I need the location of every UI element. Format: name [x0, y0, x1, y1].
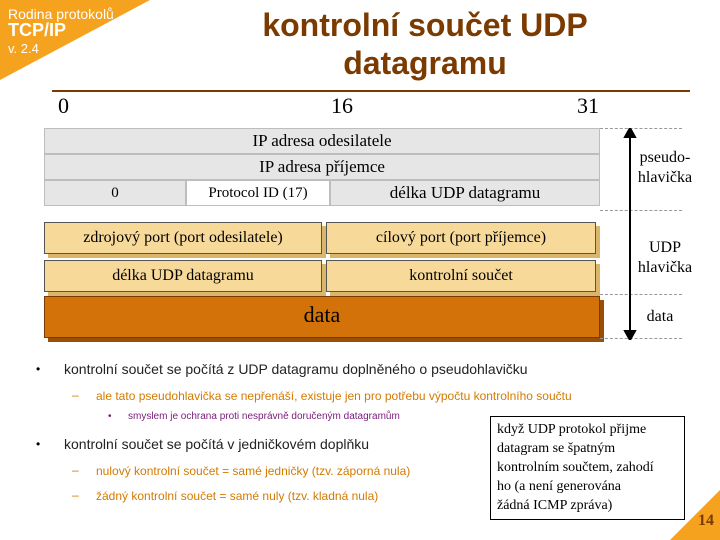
data-label: data — [646, 308, 674, 325]
title-line-1: kontrolní součet UDP — [262, 7, 588, 43]
udp-header-label — [625, 238, 705, 278]
bit-marker-31: 31 — [577, 93, 599, 118]
guide-line — [600, 210, 682, 211]
subsub-dot: • — [108, 411, 112, 422]
pseudo-protocol-field: Protocol ID (17) — [186, 180, 330, 206]
version-label: v. 2.4 — [8, 41, 39, 56]
guide-line — [600, 294, 682, 295]
sub-dash: – — [72, 488, 79, 502]
title-line-2: datagramu — [343, 45, 507, 81]
bullet-1-sub: ale tato pseudohlavička se nepřenáší, existuje jen pro potřebu výpočtu kontrolního součtu — [96, 389, 572, 403]
pseudo-zero-field: 0 — [44, 180, 186, 206]
checksum-field: kontrolní součet — [326, 260, 596, 292]
series-title: Rodina protokolů — [8, 6, 114, 22]
arrow-up-icon — [625, 128, 635, 137]
note-line: ho (a není generována — [497, 479, 621, 494]
series-name: TCP/IP — [8, 20, 67, 40]
bullet-1-text: kontrolní součet se počítá z UDP datagramu doplněného o pseudohlavičku — [64, 361, 528, 377]
bullet-dot: • — [36, 362, 41, 376]
udp-length-field: délka UDP datagramu — [44, 260, 322, 292]
guide-line — [600, 128, 682, 129]
note-line: kontrolním součtem, zahodí — [497, 460, 654, 475]
pseudo-source-ip-field: IP adresa odesilatele — [44, 128, 600, 154]
pseudo-length-field: délka UDP datagramu — [330, 180, 600, 206]
pseudo-label-line-2: hlavička — [637, 169, 693, 186]
bullet-2-sub-1: nulový kontrolní součet = samé jedničky (tzv. záporná nula) — [96, 464, 411, 478]
bullet-dot: • — [36, 437, 41, 451]
bit-marker-16: 16 — [331, 93, 353, 118]
udp-label-line-2: hlavička — [637, 259, 693, 276]
data-field: data — [44, 296, 600, 338]
note-line: žádná ICMP zpráva) — [497, 498, 613, 513]
bullet-2-text: kontrolní součet se počítá v jedničkovém doplňku — [64, 436, 370, 452]
note-line: datagram se špatným — [497, 441, 616, 456]
sub-dash: – — [72, 388, 79, 402]
bullet-1-subsub: smyslem je ochrana proti nesprávně doručeným datagramům — [128, 411, 400, 422]
bit-marker-0: 0 — [58, 93, 69, 118]
title-divider — [52, 90, 690, 92]
slide-title — [200, 6, 650, 82]
note-box — [490, 416, 685, 520]
arrow-down-icon — [625, 331, 635, 340]
pseudo-header-label — [625, 148, 705, 188]
pseudo-label-line-1: pseudo- — [639, 149, 691, 166]
page-number: 14 — [698, 512, 714, 529]
bullet-2-sub-2: žádný kontrolní součet = samé nuly (tzv. kladná nula) — [96, 489, 379, 503]
source-port-field: zdrojový port (port odesilatele) — [44, 222, 322, 254]
udp-label-line-1: UDP — [648, 239, 681, 256]
guide-line — [600, 338, 682, 339]
sub-dash: – — [72, 463, 79, 477]
pseudo-dest-ip-field: IP adresa příjemce — [44, 154, 600, 180]
dest-port-field: cílový port (port příjemce) — [326, 222, 596, 254]
note-line: když UDP protokol přijme — [497, 422, 647, 437]
